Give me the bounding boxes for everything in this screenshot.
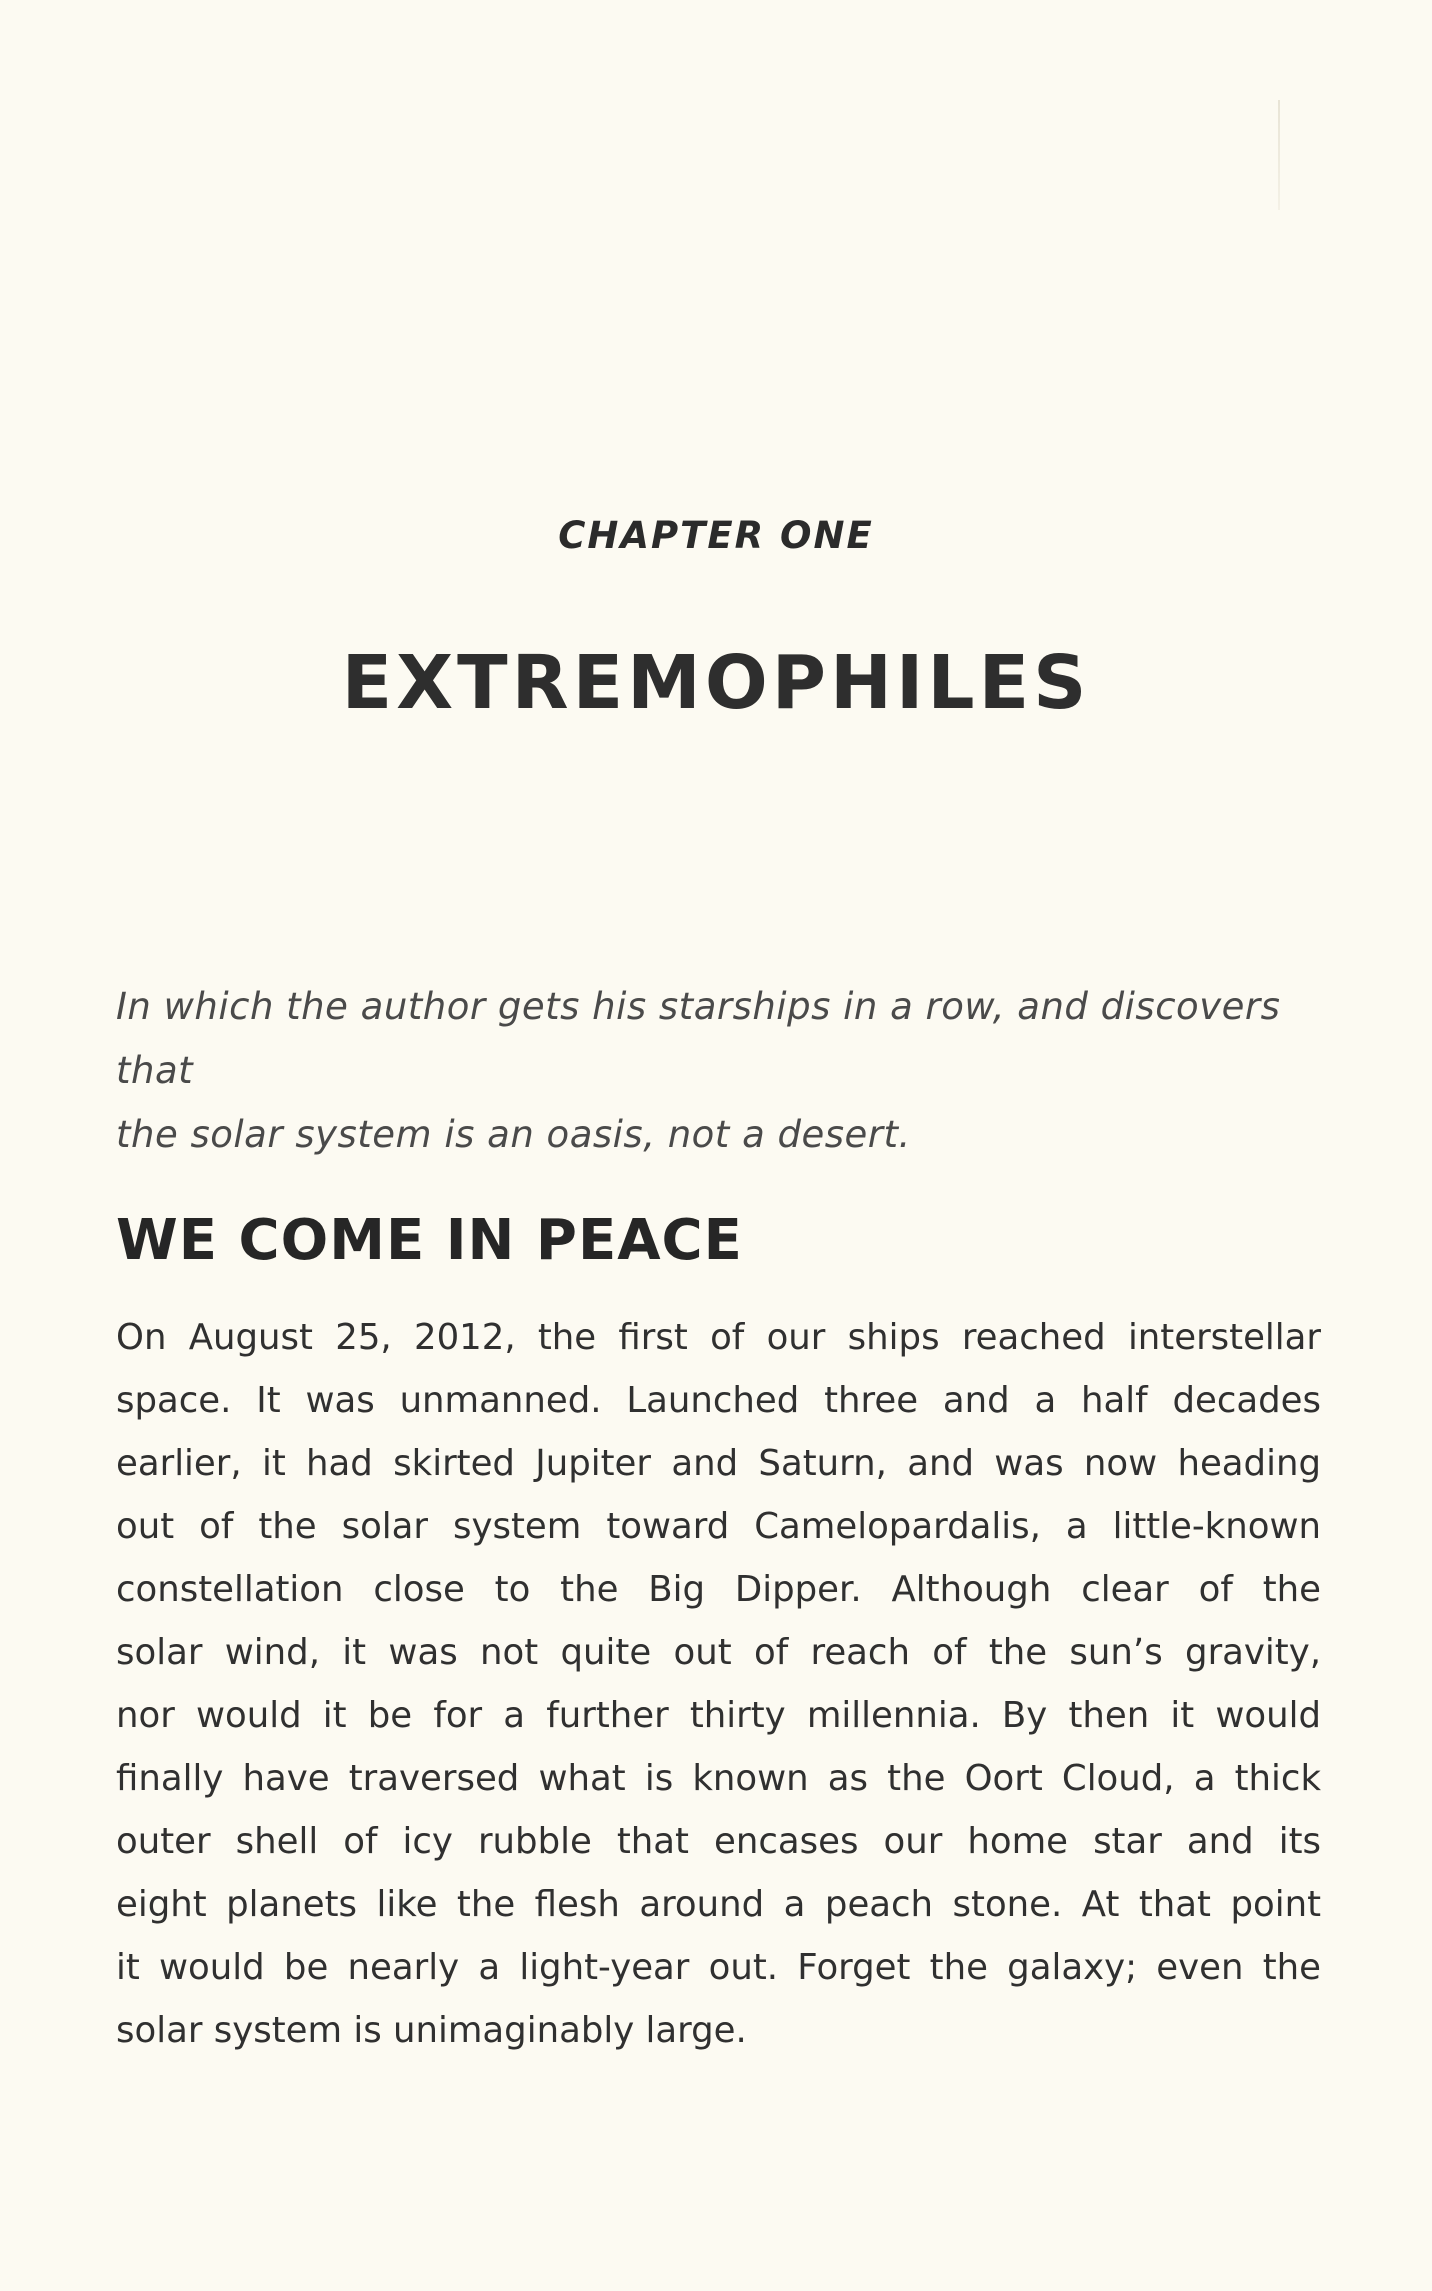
body-line: eight planets like the flesh around a peach stone. At that point <box>116 1884 1321 1925</box>
body-line: constellation close to the Big Dipper. Although clear of the <box>116 1569 1321 1610</box>
body-line: outer shell of icy rubble that encases our home star and its <box>116 1821 1321 1862</box>
body-paragraph <box>116 1306 1321 2062</box>
body-line: nor would it be for a further thirty millennia. By then it would <box>116 1695 1321 1736</box>
body-line: solar system is unimaginably large. <box>116 2010 747 2051</box>
chapter-title: EXTREMOPHILES <box>341 640 1091 726</box>
chapter-epigraph <box>116 975 1321 1167</box>
scan-edge-mark <box>1278 100 1280 210</box>
epigraph-line: the solar system is an oasis, not a desert. <box>116 1113 911 1156</box>
section-heading: WE COME IN PEACE <box>116 1208 743 1273</box>
chapter-label: CHAPTER ONE <box>558 514 874 557</box>
body-line: finally have traversed what is known as the Oort Cloud, a thick <box>116 1758 1321 1799</box>
body-line: it would be nearly a light-year out. Forget the galaxy; even the <box>116 1947 1321 1988</box>
body-line: On August 25, 2012, the first of our ships reached interstellar <box>116 1317 1321 1358</box>
body-line: solar wind, it was not quite out of reach of the sun’s gravity, <box>116 1632 1321 1673</box>
epigraph-line: In which the author gets his starships in a row, and discovers that <box>116 985 1281 1092</box>
body-line: space. It was unmanned. Launched three and a half decades <box>116 1380 1321 1421</box>
body-line: earlier, it had skirted Jupiter and Saturn, and was now heading <box>116 1443 1321 1484</box>
body-line: out of the solar system toward Camelopardalis, a little-known <box>116 1506 1321 1547</box>
